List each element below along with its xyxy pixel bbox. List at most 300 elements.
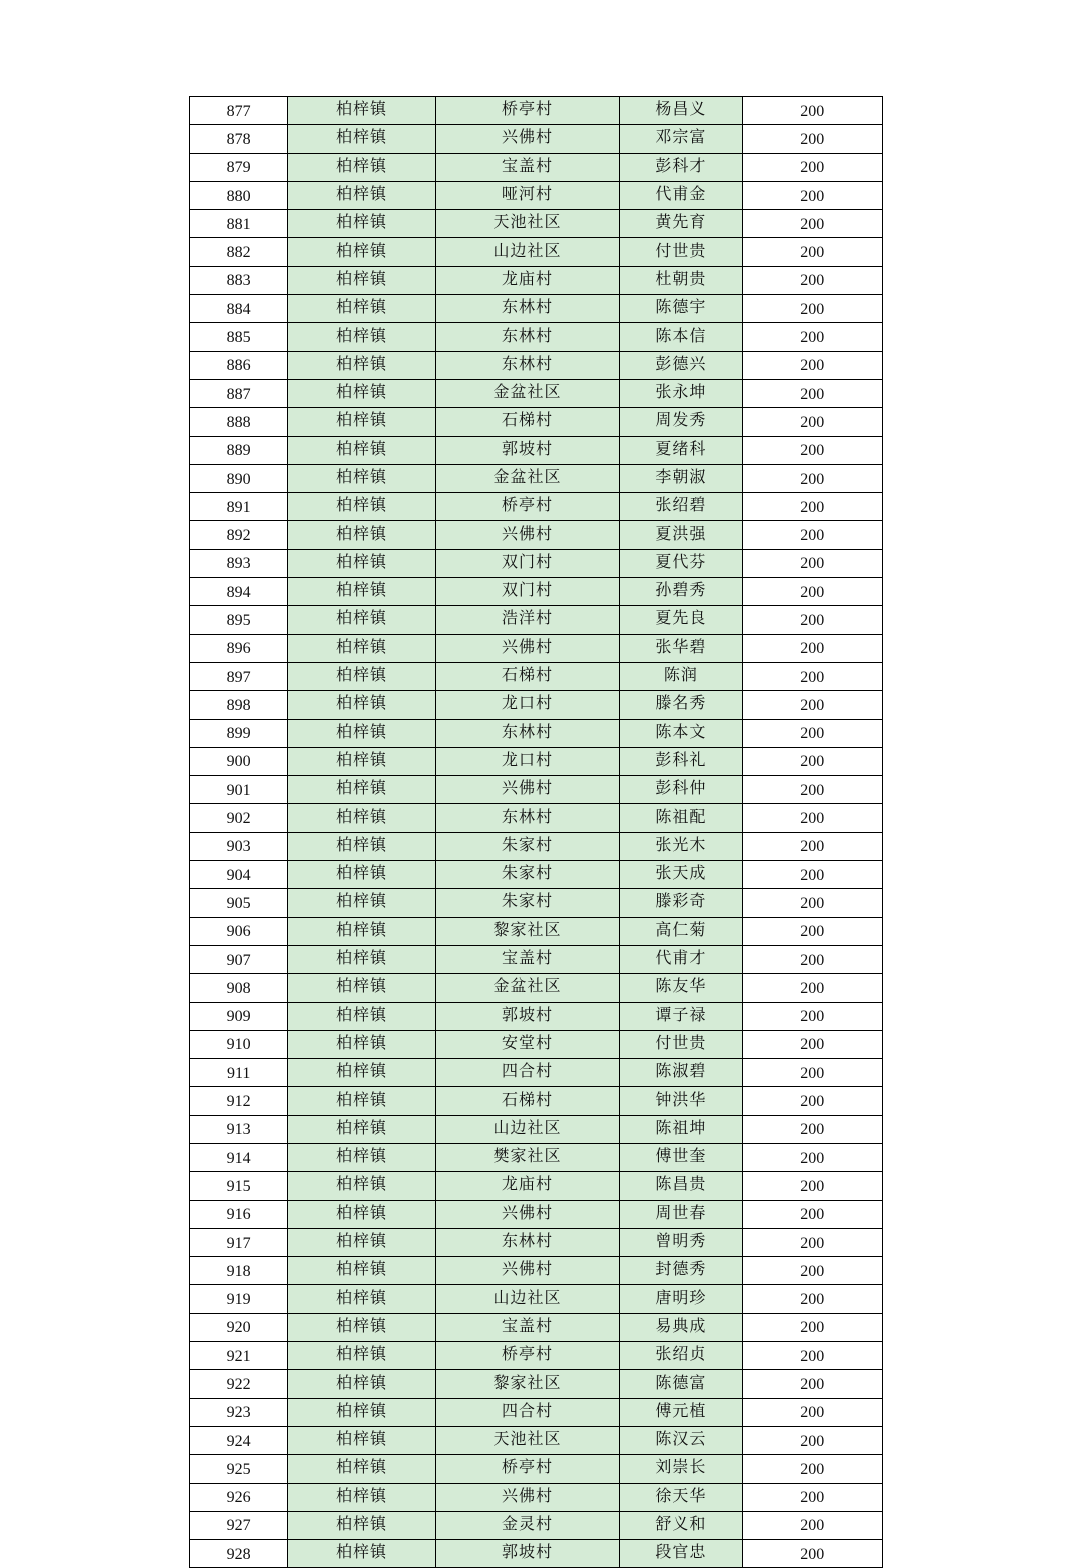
person-name-cell: 孙碧秀 [620,578,742,606]
town-cell: 柏梓镇 [288,1342,435,1370]
table-row [190,379,883,407]
person-name-cell: 陈昌贵 [620,1172,742,1200]
table-row [190,1342,883,1370]
amount-cell: 200 [742,662,882,690]
town-cell: 柏梓镇 [288,832,435,860]
row-number-cell: 892 [190,521,288,549]
person-name-cell: 张绍碧 [620,493,742,521]
table-row [190,747,883,775]
amount-cell: 200 [742,1200,882,1228]
table-row [190,1002,883,1030]
table-row [190,266,883,294]
village-cell: 哑河村 [435,181,620,209]
person-name-cell: 舒义和 [620,1511,742,1539]
row-number-cell: 919 [190,1285,288,1313]
town-cell: 柏梓镇 [288,97,435,125]
amount-cell: 200 [742,1483,882,1511]
person-name-cell: 彭科仲 [620,776,742,804]
row-number-cell: 879 [190,153,288,181]
table-row [190,1540,883,1568]
town-cell: 柏梓镇 [288,1257,435,1285]
row-number-cell: 923 [190,1398,288,1426]
row-number-cell: 901 [190,776,288,804]
person-name-cell: 付世贵 [620,238,742,266]
amount-cell: 200 [742,1398,882,1426]
person-name-cell: 代甫金 [620,181,742,209]
town-cell: 柏梓镇 [288,323,435,351]
village-cell: 郭坡村 [435,1540,620,1568]
table-row [190,719,883,747]
row-number-cell: 889 [190,436,288,464]
subsidy-roster-table [189,96,883,1568]
town-cell: 柏梓镇 [288,1115,435,1143]
row-number-cell: 890 [190,464,288,492]
village-cell: 金盆社区 [435,379,620,407]
town-cell: 柏梓镇 [288,917,435,945]
table-row [190,210,883,238]
village-cell: 朱家村 [435,861,620,889]
town-cell: 柏梓镇 [288,1313,435,1341]
row-number-cell: 895 [190,606,288,634]
person-name-cell: 夏绪科 [620,436,742,464]
town-cell: 柏梓镇 [288,1002,435,1030]
town-cell: 柏梓镇 [288,1087,435,1115]
village-cell: 山边社区 [435,1115,620,1143]
table-row [190,295,883,323]
amount-cell: 200 [742,521,882,549]
table-row [190,153,883,181]
row-number-cell: 904 [190,861,288,889]
amount-cell: 200 [742,210,882,238]
table-row [190,861,883,889]
town-cell: 柏梓镇 [288,889,435,917]
row-number-cell: 909 [190,1002,288,1030]
table-row [190,1511,883,1539]
table-row [190,578,883,606]
person-name-cell: 易典成 [620,1313,742,1341]
person-name-cell: 陈德富 [620,1370,742,1398]
amount-cell: 200 [742,1285,882,1313]
person-name-cell: 谭子禄 [620,1002,742,1030]
table-row [190,1143,883,1171]
row-number-cell: 902 [190,804,288,832]
person-name-cell: 张永坤 [620,379,742,407]
person-name-cell: 杨昌义 [620,97,742,125]
amount-cell: 200 [742,1426,882,1454]
amount-cell: 200 [742,323,882,351]
table-row [190,776,883,804]
amount-cell: 200 [742,1002,882,1030]
village-cell: 金盆社区 [435,464,620,492]
town-cell: 柏梓镇 [288,691,435,719]
person-name-cell: 高仁菊 [620,917,742,945]
town-cell: 柏梓镇 [288,1200,435,1228]
table-row [190,606,883,634]
town-cell: 柏梓镇 [288,295,435,323]
table-row [190,125,883,153]
town-cell: 柏梓镇 [288,266,435,294]
amount-cell: 200 [742,1313,882,1341]
village-cell: 兴佛村 [435,634,620,662]
person-name-cell: 陈祖坤 [620,1115,742,1143]
person-name-cell: 曾明秀 [620,1228,742,1256]
row-number-cell: 911 [190,1059,288,1087]
amount-cell: 200 [742,1511,882,1539]
person-name-cell: 周发秀 [620,408,742,436]
amount-cell: 200 [742,379,882,407]
person-name-cell: 陈汉云 [620,1426,742,1454]
row-number-cell: 917 [190,1228,288,1256]
table-row [190,1059,883,1087]
row-number-cell: 882 [190,238,288,266]
table-row [190,1455,883,1483]
amount-cell: 200 [742,945,882,973]
town-cell: 柏梓镇 [288,1143,435,1171]
row-number-cell: 887 [190,379,288,407]
table-row [190,493,883,521]
amount-cell: 200 [742,832,882,860]
table-row [190,1115,883,1143]
person-name-cell: 徐天华 [620,1483,742,1511]
table-row [190,832,883,860]
row-number-cell: 912 [190,1087,288,1115]
town-cell: 柏梓镇 [288,974,435,1002]
amount-cell: 200 [742,1087,882,1115]
village-cell: 石梯村 [435,662,620,690]
row-number-cell: 886 [190,351,288,379]
row-number-cell: 894 [190,578,288,606]
amount-cell: 200 [742,266,882,294]
table-row [190,1228,883,1256]
amount-cell: 200 [742,1342,882,1370]
row-number-cell: 899 [190,719,288,747]
village-cell: 东林村 [435,351,620,379]
amount-cell: 200 [742,436,882,464]
town-cell: 柏梓镇 [288,181,435,209]
person-name-cell: 代甫才 [620,945,742,973]
person-name-cell: 唐明珍 [620,1285,742,1313]
row-number-cell: 880 [190,181,288,209]
village-cell: 宝盖村 [435,1313,620,1341]
row-number-cell: 884 [190,295,288,323]
row-number-cell: 925 [190,1455,288,1483]
village-cell: 桥亭村 [435,493,620,521]
town-cell: 柏梓镇 [288,662,435,690]
amount-cell: 200 [742,464,882,492]
amount-cell: 200 [742,238,882,266]
person-name-cell: 傅世奎 [620,1143,742,1171]
village-cell: 龙庙村 [435,1172,620,1200]
amount-cell: 200 [742,1172,882,1200]
person-name-cell: 彭科礼 [620,747,742,775]
table-row [190,521,883,549]
table-row [190,351,883,379]
town-cell: 柏梓镇 [288,1511,435,1539]
amount-cell: 200 [742,606,882,634]
table-row [190,889,883,917]
village-cell: 宝盖村 [435,153,620,181]
town-cell: 柏梓镇 [288,804,435,832]
town-cell: 柏梓镇 [288,1285,435,1313]
person-name-cell: 张天成 [620,861,742,889]
village-cell: 金灵村 [435,1511,620,1539]
row-number-cell: 883 [190,266,288,294]
amount-cell: 200 [742,1030,882,1058]
row-number-cell: 897 [190,662,288,690]
table-row [190,97,883,125]
table-row [190,917,883,945]
village-cell: 山边社区 [435,238,620,266]
amount-cell: 200 [742,861,882,889]
village-cell: 四合村 [435,1059,620,1087]
village-cell: 东林村 [435,719,620,747]
town-cell: 柏梓镇 [288,210,435,238]
row-number-cell: 907 [190,945,288,973]
town-cell: 柏梓镇 [288,436,435,464]
person-name-cell: 黄先育 [620,210,742,238]
village-cell: 东林村 [435,1228,620,1256]
village-cell: 安堂村 [435,1030,620,1058]
town-cell: 柏梓镇 [288,776,435,804]
town-cell: 柏梓镇 [288,238,435,266]
table-row [190,974,883,1002]
row-number-cell: 896 [190,634,288,662]
town-cell: 柏梓镇 [288,1540,435,1568]
table-row [190,1426,883,1454]
town-cell: 柏梓镇 [288,1030,435,1058]
village-cell: 双门村 [435,578,620,606]
amount-cell: 200 [742,974,882,1002]
amount-cell: 200 [742,351,882,379]
person-name-cell: 邓宗富 [620,125,742,153]
town-cell: 柏梓镇 [288,351,435,379]
row-number-cell: 914 [190,1143,288,1171]
person-name-cell: 夏先良 [620,606,742,634]
amount-cell: 200 [742,804,882,832]
row-number-cell: 881 [190,210,288,238]
person-name-cell: 陈本文 [620,719,742,747]
person-name-cell: 张华碧 [620,634,742,662]
amount-cell: 200 [742,1228,882,1256]
village-cell: 天池社区 [435,210,620,238]
village-cell: 天池社区 [435,1426,620,1454]
amount-cell: 200 [742,153,882,181]
row-number-cell: 905 [190,889,288,917]
row-number-cell: 928 [190,1540,288,1568]
village-cell: 浩洋村 [435,606,620,634]
row-number-cell: 877 [190,97,288,125]
table-row [190,945,883,973]
row-number-cell: 891 [190,493,288,521]
village-cell: 桥亭村 [435,1342,620,1370]
village-cell: 黎家社区 [435,1370,620,1398]
town-cell: 柏梓镇 [288,493,435,521]
person-name-cell: 傅元植 [620,1398,742,1426]
village-cell: 山边社区 [435,1285,620,1313]
amount-cell: 200 [742,889,882,917]
amount-cell: 200 [742,1257,882,1285]
village-cell: 东林村 [435,804,620,832]
town-cell: 柏梓镇 [288,606,435,634]
table-row [190,1483,883,1511]
person-name-cell: 夏洪强 [620,521,742,549]
person-name-cell: 李朝淑 [620,464,742,492]
person-name-cell: 张光木 [620,832,742,860]
town-cell: 柏梓镇 [288,719,435,747]
row-number-cell: 920 [190,1313,288,1341]
village-cell: 兴佛村 [435,521,620,549]
amount-cell: 200 [742,1370,882,1398]
amount-cell: 200 [742,1540,882,1568]
table-row [190,1398,883,1426]
row-number-cell: 878 [190,125,288,153]
town-cell: 柏梓镇 [288,549,435,577]
person-name-cell: 陈德宇 [620,295,742,323]
table-row [190,1285,883,1313]
row-number-cell: 888 [190,408,288,436]
person-name-cell: 付世贵 [620,1030,742,1058]
amount-cell: 200 [742,776,882,804]
row-number-cell: 885 [190,323,288,351]
village-cell: 朱家村 [435,889,620,917]
town-cell: 柏梓镇 [288,521,435,549]
row-number-cell: 908 [190,974,288,1002]
person-name-cell: 封德秀 [620,1257,742,1285]
table-row [190,634,883,662]
person-name-cell: 陈润 [620,662,742,690]
row-number-cell: 906 [190,917,288,945]
village-cell: 桥亭村 [435,97,620,125]
table-row [190,408,883,436]
amount-cell: 200 [742,97,882,125]
village-cell: 龙口村 [435,691,620,719]
village-cell: 郭坡村 [435,1002,620,1030]
amount-cell: 200 [742,747,882,775]
village-cell: 桥亭村 [435,1455,620,1483]
village-cell: 龙口村 [435,747,620,775]
person-name-cell: 段官忠 [620,1540,742,1568]
amount-cell: 200 [742,295,882,323]
town-cell: 柏梓镇 [288,945,435,973]
amount-cell: 200 [742,1059,882,1087]
person-name-cell: 陈祖配 [620,804,742,832]
village-cell: 石梯村 [435,408,620,436]
row-number-cell: 898 [190,691,288,719]
town-cell: 柏梓镇 [288,747,435,775]
amount-cell: 200 [742,634,882,662]
person-name-cell: 陈友华 [620,974,742,1002]
person-name-cell: 张绍贞 [620,1342,742,1370]
village-cell: 东林村 [435,323,620,351]
town-cell: 柏梓镇 [288,1370,435,1398]
row-number-cell: 910 [190,1030,288,1058]
town-cell: 柏梓镇 [288,1172,435,1200]
table-row [190,181,883,209]
row-number-cell: 926 [190,1483,288,1511]
row-number-cell: 893 [190,549,288,577]
table-row [190,1370,883,1398]
table-row [190,436,883,464]
person-name-cell: 彭德兴 [620,351,742,379]
amount-cell: 200 [742,493,882,521]
town-cell: 柏梓镇 [288,1455,435,1483]
table-row [190,1313,883,1341]
table-row [190,1030,883,1058]
person-name-cell: 杜朝贵 [620,266,742,294]
village-cell: 朱家村 [435,832,620,860]
row-number-cell: 913 [190,1115,288,1143]
person-name-cell: 陈淑碧 [620,1059,742,1087]
amount-cell: 200 [742,1143,882,1171]
town-cell: 柏梓镇 [288,1059,435,1087]
table-row [190,1172,883,1200]
row-number-cell: 921 [190,1342,288,1370]
town-cell: 柏梓镇 [288,153,435,181]
table-row [190,662,883,690]
town-cell: 柏梓镇 [288,464,435,492]
person-name-cell: 滕彩奇 [620,889,742,917]
amount-cell: 200 [742,691,882,719]
table-row [190,464,883,492]
table-row [190,691,883,719]
row-number-cell: 915 [190,1172,288,1200]
village-cell: 郭坡村 [435,436,620,464]
town-cell: 柏梓镇 [288,861,435,889]
village-cell: 兴佛村 [435,776,620,804]
amount-cell: 200 [742,1115,882,1143]
row-number-cell: 918 [190,1257,288,1285]
amount-cell: 200 [742,719,882,747]
town-cell: 柏梓镇 [288,1398,435,1426]
person-name-cell: 彭科才 [620,153,742,181]
roster-table-body [190,97,883,1568]
village-cell: 双门村 [435,549,620,577]
amount-cell: 200 [742,125,882,153]
person-name-cell: 周世春 [620,1200,742,1228]
town-cell: 柏梓镇 [288,125,435,153]
table-row [190,323,883,351]
amount-cell: 200 [742,408,882,436]
town-cell: 柏梓镇 [288,634,435,662]
row-number-cell: 927 [190,1511,288,1539]
village-cell: 四合村 [435,1398,620,1426]
table-row [190,1087,883,1115]
village-cell: 黎家社区 [435,917,620,945]
table-row [190,1257,883,1285]
person-name-cell: 钟洪华 [620,1087,742,1115]
amount-cell: 200 [742,181,882,209]
village-cell: 石梯村 [435,1087,620,1115]
row-number-cell: 922 [190,1370,288,1398]
amount-cell: 200 [742,917,882,945]
amount-cell: 200 [742,549,882,577]
village-cell: 兴佛村 [435,1483,620,1511]
row-number-cell: 924 [190,1426,288,1454]
row-number-cell: 900 [190,747,288,775]
amount-cell: 200 [742,1455,882,1483]
table-row [190,1200,883,1228]
village-cell: 兴佛村 [435,1200,620,1228]
town-cell: 柏梓镇 [288,578,435,606]
village-cell: 东林村 [435,295,620,323]
village-cell: 龙庙村 [435,266,620,294]
person-name-cell: 陈本信 [620,323,742,351]
amount-cell: 200 [742,578,882,606]
row-number-cell: 916 [190,1200,288,1228]
town-cell: 柏梓镇 [288,1228,435,1256]
row-number-cell: 903 [190,832,288,860]
town-cell: 柏梓镇 [288,1483,435,1511]
